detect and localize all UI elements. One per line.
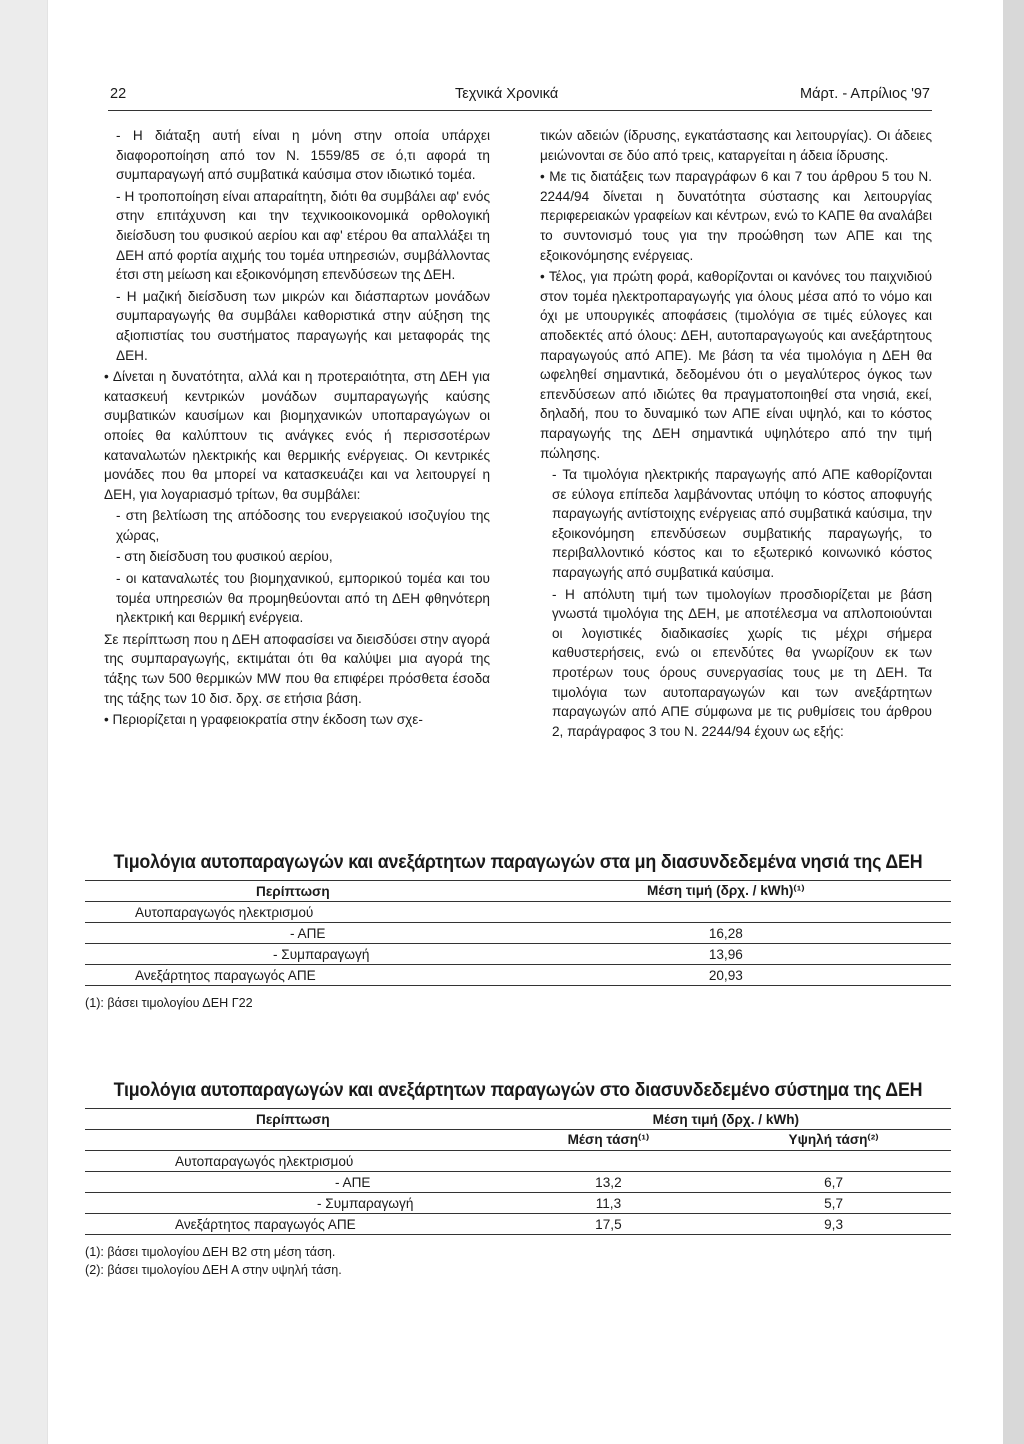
table-row <box>85 902 951 923</box>
row-mid: 17,5 <box>501 1214 716 1235</box>
paragraph: • Δίνεται η δυνατότητα, αλλά και η προτεραιότητα, στη ΔΕΗ για κατασκευή κεντρικών μονάδων συμπαραγωγής καύσης συμβατικών καυσίμων και βιομηχανικών υποπαραγώγων οι οποίες θα καλύπτουν τις ανάγκες ενός ή περισσοτέρων καταναλωτών ηλεκτρικής και θερμικής ενέργειας. Οι κεντρικές μονάδες που θα μπορεί να κατασκευάζει και να λειτουργεί η ΔΕΗ, για λογαριασμό τρίτων, θα συμβάλει: <box>104 369 490 502</box>
paragraph: • Με τις διατάξεις των παραγράφων 6 και 7 του άρθρου 5 του Ν. 2244/94 δίνεται η δυνατότητα σύστασης και λειτουργίας περιφερειακών γραφείων και κέντρων, ενώ το ΚΑΠΕ θα αναλάβει το συντονισμό τους για την προώθηση των ΑΠΕ και της εξοικονόμησης ενέργειας. <box>540 169 932 263</box>
table-row <box>85 965 951 986</box>
table-title: Τιμολόγια αυτοπαραγωγών και ανεξάρτητων παραγωγών στα μη διασυνδεδεμένα νησιά της ΔΕΗ <box>113 852 923 873</box>
row-value: 20,93 <box>501 965 951 986</box>
row-label: Ανεξάρτητος παραγωγός ΑΠΕ <box>85 1214 501 1235</box>
tariff-table-interconnected <box>85 1080 951 1279</box>
paragraph: τικών αδειών (ίδρυσης, εγκατάστασης και λειτουργίας). Οι άδειες μειώνονται σε δύο από τρεις, καταργείται η άδεια ίδρυσης. <box>540 128 932 163</box>
row-mid: 11,3 <box>501 1193 716 1214</box>
row-label: Ανεξάρτητος παραγωγός ΑΠΕ <box>85 965 501 986</box>
row-value: 16,28 <box>501 923 951 944</box>
paragraph: - Η απόλυτη τιμή των τιμολογίων προσδιορίζεται με βάση γνωστά τιμολόγια της ΔΕΗ, με αποτέλεσμα να απλοποιούνται οι λογιστικές διαδικασίες χωρίς τις μέχρι σήμερα καθυστερήσεις, ενώ οι επενδύτες θα γνωρίζουν εκ των προτέρων τους όρους συνεργασίας τους με τη ΔΕΗ. Τα τιμολόγια των αυτοπαραγωγών και των ανεξάρτητων παραγωγών από ΑΠΕ σύμφωνα με τις ρυθμίσεις του άρθρου 2, παράγραφος 3 του Ν. 2244/94 έχουν ως εξής: <box>552 586 932 739</box>
table-title: Τιμολόγια αυτοπαραγωγών και ανεξάρτητων παραγωγών στο διασυνδεδεμένο σύστημα της ΔΕΗ <box>113 1080 923 1101</box>
right-column <box>540 126 932 743</box>
tariff-table-islands <box>85 852 951 1012</box>
paragraph: Σε περίπτωση που η ΔΕΗ αποφασίσει να διεισδύσει στην αγορά της συμπαραγωγής, εκτιμάται ότι θα καλύψει μια αγορά της τάξης των 500 θερμικών MW που θα επιφέρει πρόσθετα έσοδα της τάξης των 10 δισ. δρχ. σε ετήσια βάση. <box>104 631 490 706</box>
table-row <box>85 923 951 944</box>
paragraph: • Περιορίζεται η γραφειοκρατία στην έκδοση των σχε- <box>104 712 423 728</box>
table-row <box>85 944 951 965</box>
header-rule <box>108 110 932 111</box>
row-high: 6,7 <box>716 1172 951 1193</box>
paragraph: - οι καταναλωτές του βιομηχανικού, εμπορικού τομέα και του τομέα υπηρεσιών θα προμηθεύονται από τη ΔΕΗ φθηνότερη ηλεκτρική και θερμική ενέργεια. <box>116 571 490 626</box>
publication-name: Τεχνικά Χρονικά <box>455 86 559 102</box>
paragraph: - στη διείσδυση του φυσικού αερίου, <box>116 549 333 565</box>
table-subheader-row <box>85 1130 951 1151</box>
page-edge-shadow <box>1003 0 1024 1444</box>
paragraph: - Η διάταξη αυτή είναι η μόνη στην οποία υπάρχει διαφοροποίηση από τον Ν. 1559/85 σε ό,τι αφορά τη συμπαραγωγή από συμβατικά καύσιμα στον ιδιωτικό τομέα. <box>116 128 490 183</box>
paragraph: - Η τροποποίηση είναι απαραίτητη, διότι θα συμβάλει αφ' ενός στην επιτάχυνση και την τεχνικοοικονομικά ορθολογική διείσδυση του φυσικού αερίου και αφ' ετέρου θα απαλλάξει τη ΔΕΗ από φορτία αιχμής του τομέα υπηρεσιών, συμβάλλοντας έτσι στη μείωση και εξοικονόμηση επενδύσεων της ΔΕΗ. <box>116 188 490 283</box>
row-mid <box>501 1151 716 1172</box>
table-row <box>85 1214 951 1235</box>
header-mid-voltage: Μέση τάση⁽¹⁾ <box>501 1130 716 1151</box>
running-header <box>110 86 930 108</box>
row-label: - ΑΠΕ <box>85 923 501 944</box>
header-high-voltage: Υψηλή τάση⁽²⁾ <box>716 1130 951 1151</box>
table-footnotes <box>85 1243 951 1279</box>
row-mid: 13,2 <box>501 1172 716 1193</box>
row-high <box>716 1151 951 1172</box>
row-label: - Συμπαραγωγή <box>85 1193 501 1214</box>
header-case: Περίπτωση <box>85 881 501 902</box>
table-row <box>85 1172 951 1193</box>
issue-date: Μάρτ. - Απρίλιος '97 <box>800 86 930 102</box>
row-label: - ΑΠΕ <box>85 1172 501 1193</box>
table <box>85 1108 951 1235</box>
table-footnote: (1): βάσει τιμολογίου ΔΕΗ Β2 στη μέση τάση. <box>85 1245 336 1259</box>
paragraph: - Τα τιμολόγια ηλεκτρικής παραγωγής από ΑΠΕ καθορίζονται σε εύλογα επίπεδα λαμβάνοντας υπόψη το κόστος αποφυγής παραγωγής αντίστοιχης ενέργειας από συμβατικά καύσιμα, την εξοικονόμηση επενδύσεων συμβατικής παραγωγής, το περιβαλλοντικό κόστος και το εξωτερικό κοινωνικό κόστος παραγωγής από συμβατικά καύσιμα. <box>552 467 932 581</box>
table <box>85 880 951 986</box>
page-number: 22 <box>110 86 127 102</box>
paragraph: - Η μαζική διείσδυση των μικρών και διάσπαρτων μονάδων συμπαραγωγής θα συμβάλει καθοριστικά στην αύξηση της αξιοπιστίας του συστήματος παραγωγής και μεταφοράς της ΔΕΗ. <box>116 288 490 363</box>
paragraph: • Τέλος, για πρώτη φορά, καθορίζονται οι κανόνες του παιχνιδιού στον τομέα ηλεκτροπαραγωγής για όλους μέσα από το νόμο και όχι με υπουργικές αποφάσεις (τιμολόγια σε τιμές εύλογες και αποδεκτές από όλους: ΔΕΗ, αυτοπαραγωγούς και ανεξάρτητους παραγωγούς από ΑΠΕ). Με βάση τα νέα τιμολόγια η ΔΕΗ θα ωφεληθεί σημαντικά, δεδομένου ότι ο μεγαλύτερος όγκος των επενδύσεων από ιδιώτες θα πραγματοποιηθεί στα νησιά, εκεί, δηλαδή, που το δυναμικό των ΑΠΕ είναι υψηλό, και το κόστος παραγωγής της ΔΕΗ σημαντικά υψηλότερο από την τιμή πώλησης. <box>540 269 932 461</box>
row-label: - Συμπαραγωγή <box>85 944 501 965</box>
header-case: Περίπτωση <box>85 1109 501 1130</box>
row-high: 9,3 <box>716 1214 951 1235</box>
header-price: Μέση τιμή (δρχ. / kWh)⁽¹⁾ <box>501 881 951 902</box>
row-high: 5,7 <box>716 1193 951 1214</box>
row-label: Αυτοπαραγωγός ηλεκτρισμού <box>85 1151 501 1172</box>
left-column <box>104 126 490 732</box>
table-footnote: (2): βάσει τιμολογίου ΔΕΗ Α στην υψηλή τάση. <box>85 1263 342 1277</box>
row-value <box>501 902 951 923</box>
table-footnote: (1): βάσει τιμολογίου ΔΕΗ Γ22 <box>85 996 253 1010</box>
table-row <box>85 1151 951 1172</box>
paragraph: - στη βελτίωση της απόδοσης του ενεργειακού ισοζυγίου της χώρας, <box>116 508 490 543</box>
row-label: Αυτοπαραγωγός ηλεκτρισμού <box>85 902 501 923</box>
table-header-row <box>85 1109 951 1130</box>
row-value: 13,96 <box>501 944 951 965</box>
header-price: Μέση τιμή (δρχ. / kWh) <box>501 1109 951 1130</box>
table-row <box>85 1193 951 1214</box>
table-header-row <box>85 881 951 902</box>
